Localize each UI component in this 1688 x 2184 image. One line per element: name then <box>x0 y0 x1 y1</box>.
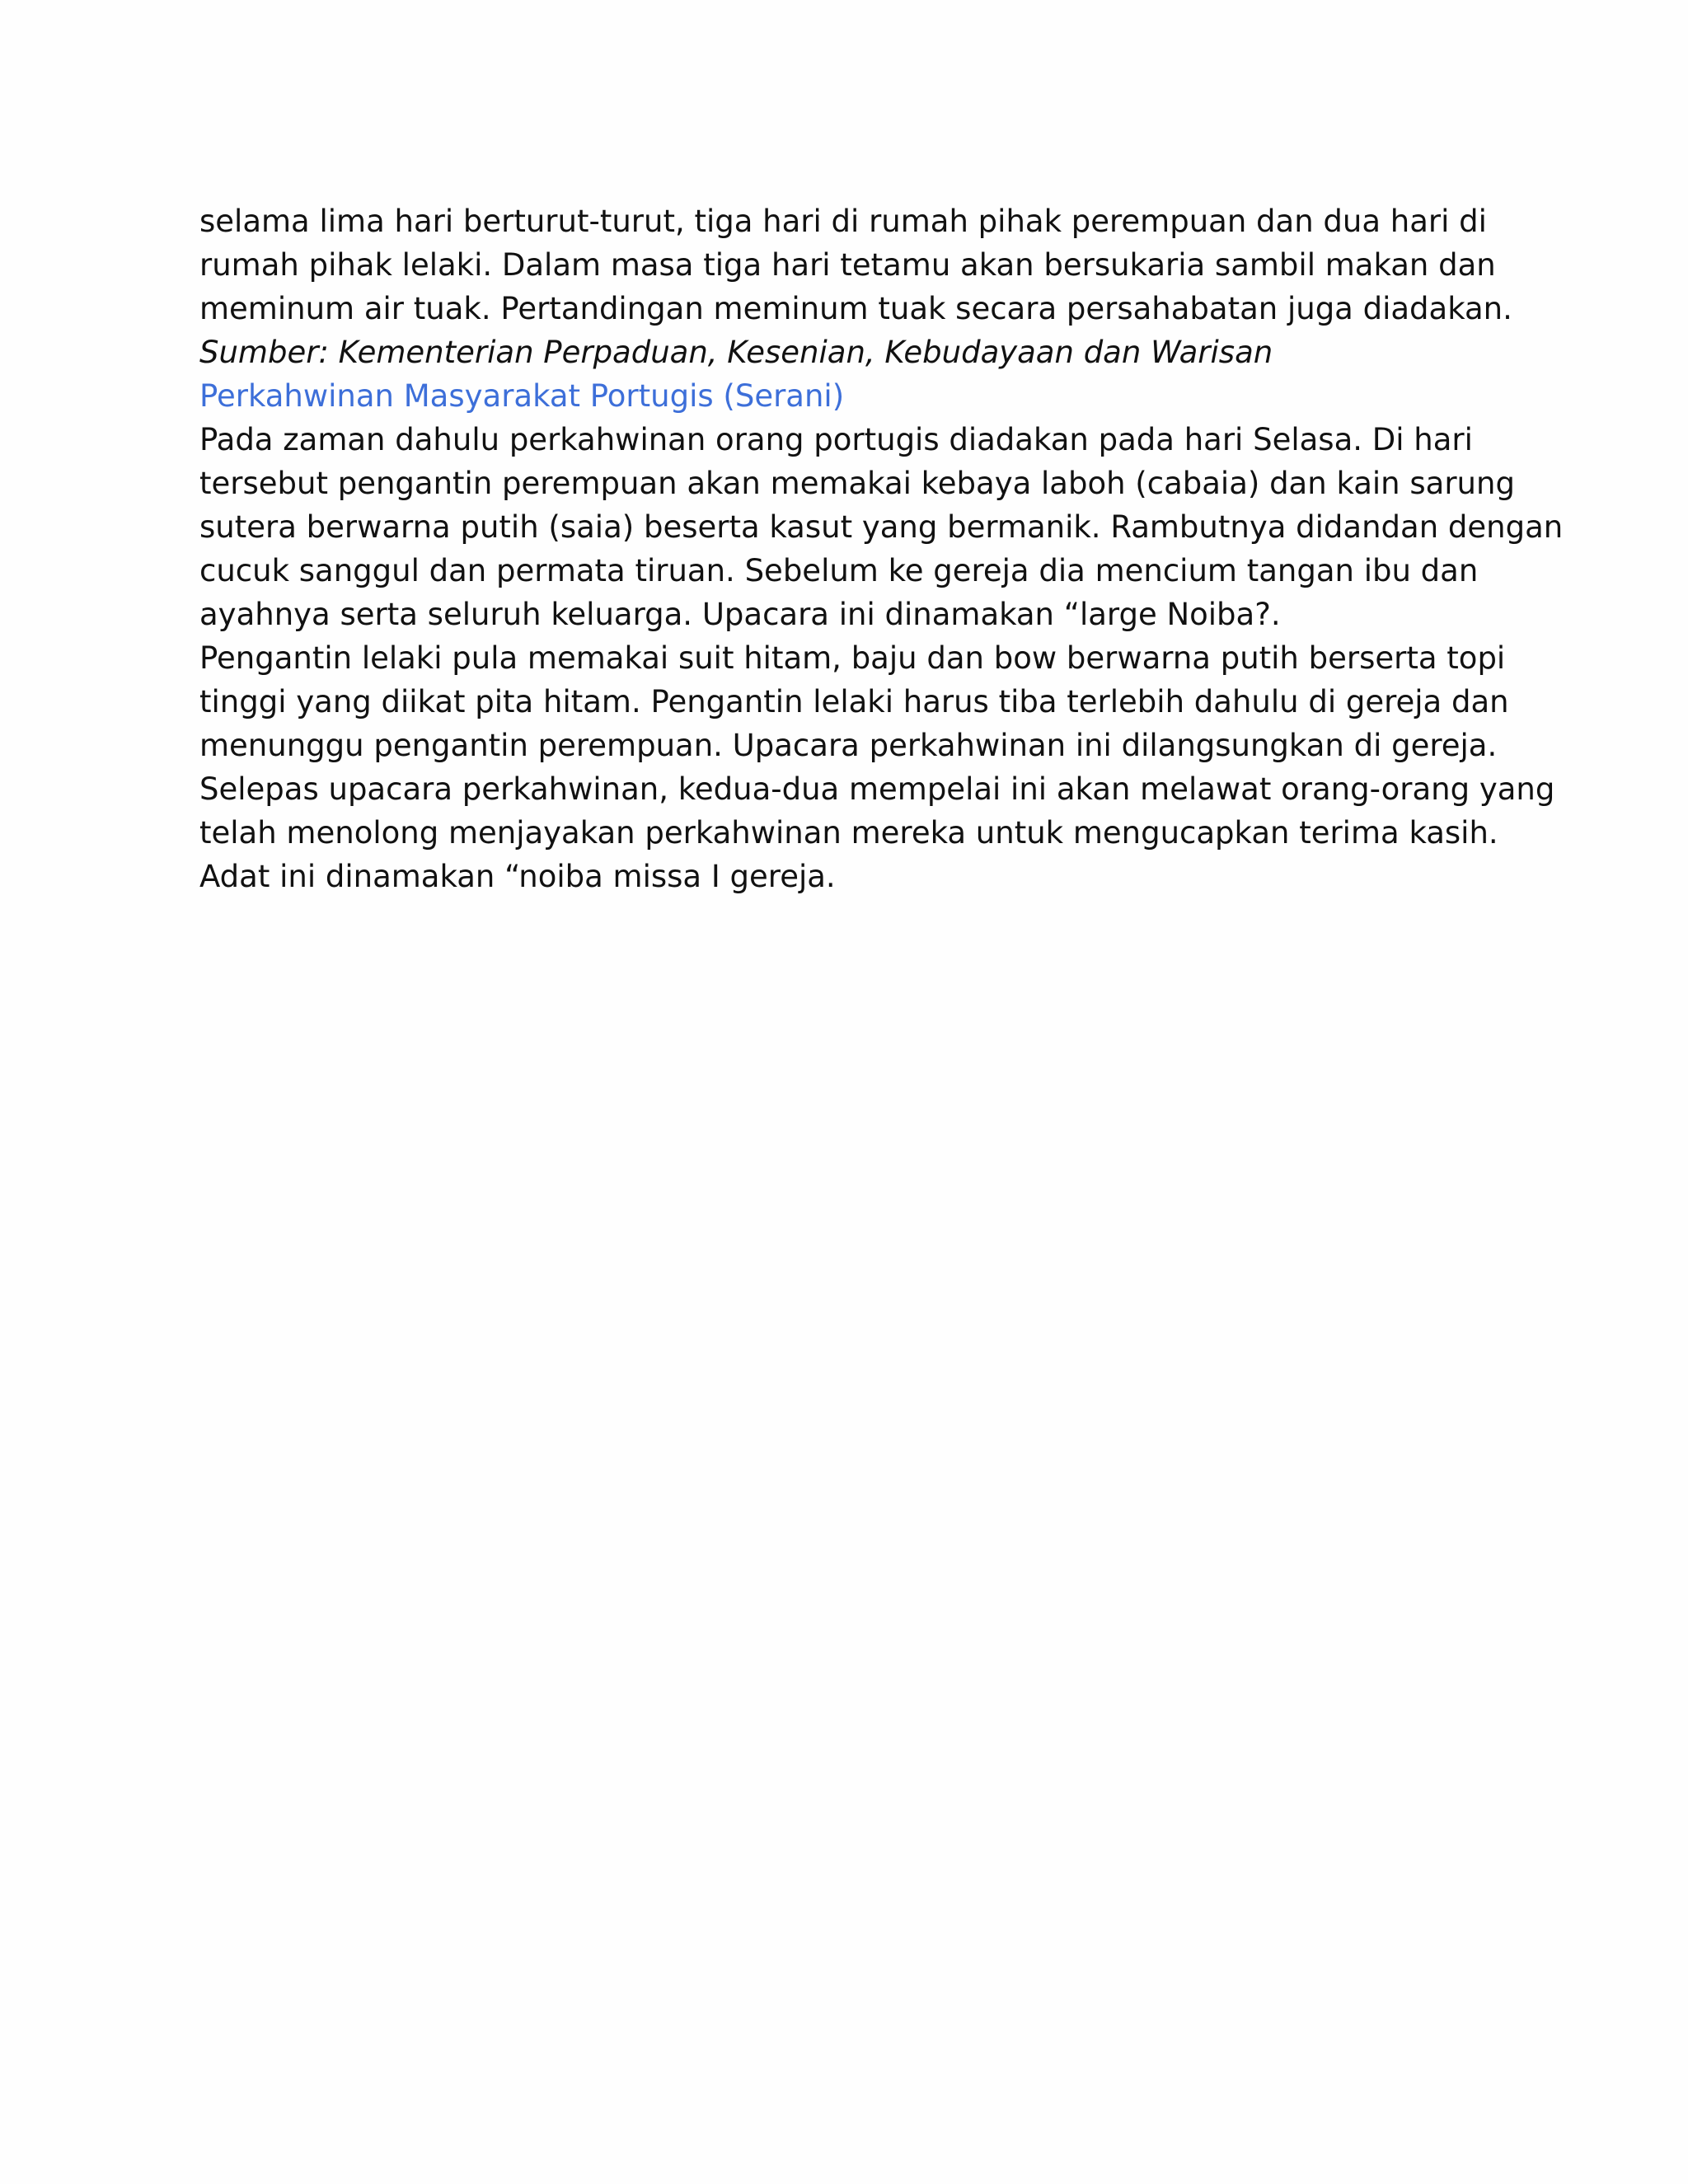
text-line: tinggi yang diikat pita hitam. Pengantin lelaki harus tiba terlebih dahulu di gereja dan <box>199 684 1509 719</box>
text-line: menunggu pengantin perempuan. Upacara perkahwinan ini dilangsungkan di gereja. <box>199 728 1498 763</box>
text-line: ayahnya serta seluruh keluarga. Upacara ini dinamakan “large Noiba?. <box>199 597 1281 632</box>
text-line: Pengantin lelaki pula memakai suit hitam, baju dan bow berwarna putih berserta topi <box>199 640 1506 676</box>
paragraph-groom <box>199 636 1555 898</box>
text-line: telah menolong menjayakan perkahwinan mereka untuk mengucapkan terima kasih. <box>199 815 1498 851</box>
text-line: tersebut pengantin perempuan akan memakai kebaya laboh (cabaia) dan kain sarung <box>199 466 1515 501</box>
text-line: Adat ini dinamakan “noiba missa I gereja. <box>199 859 836 894</box>
document-body <box>199 199 1564 898</box>
text-line: selama lima hari berturut-turut, tiga hari di rumah pihak perempuan dan dua hari di <box>199 204 1487 239</box>
text-line: cucuk sanggul dan permata tiruan. Sebelum ke gereja dia mencium tangan ibu dan <box>199 553 1479 588</box>
text-line: sutera berwarna putih (saia) beserta kasut yang bermanik. Rambutnya didandan dengan <box>199 509 1564 545</box>
text-line: Selepas upacara perkahwinan, kedua-dua mempelai ini akan melawat orang-orang yang <box>199 771 1555 807</box>
section-heading[interactable]: Perkahwinan Masyarakat Portugis (Serani) <box>199 378 845 414</box>
text-line: Pada zaman dahulu perkahwinan orang portugis diadakan pada hari Selasa. Di hari <box>199 422 1473 457</box>
text-line: rumah pihak lelaki. Dalam masa tiga hari tetamu akan bersukaria sambil makan dan <box>199 247 1496 283</box>
paragraph-intro <box>199 199 1512 330</box>
paragraph-bride <box>199 418 1564 636</box>
text-line: meminum air tuak. Pertandingan meminum tuak secara persahabatan juga diadakan. <box>199 291 1512 326</box>
source-note: Sumber: Kementerian Perpaduan, Kesenian, Kebudayaan dan Warisan <box>199 335 1273 370</box>
